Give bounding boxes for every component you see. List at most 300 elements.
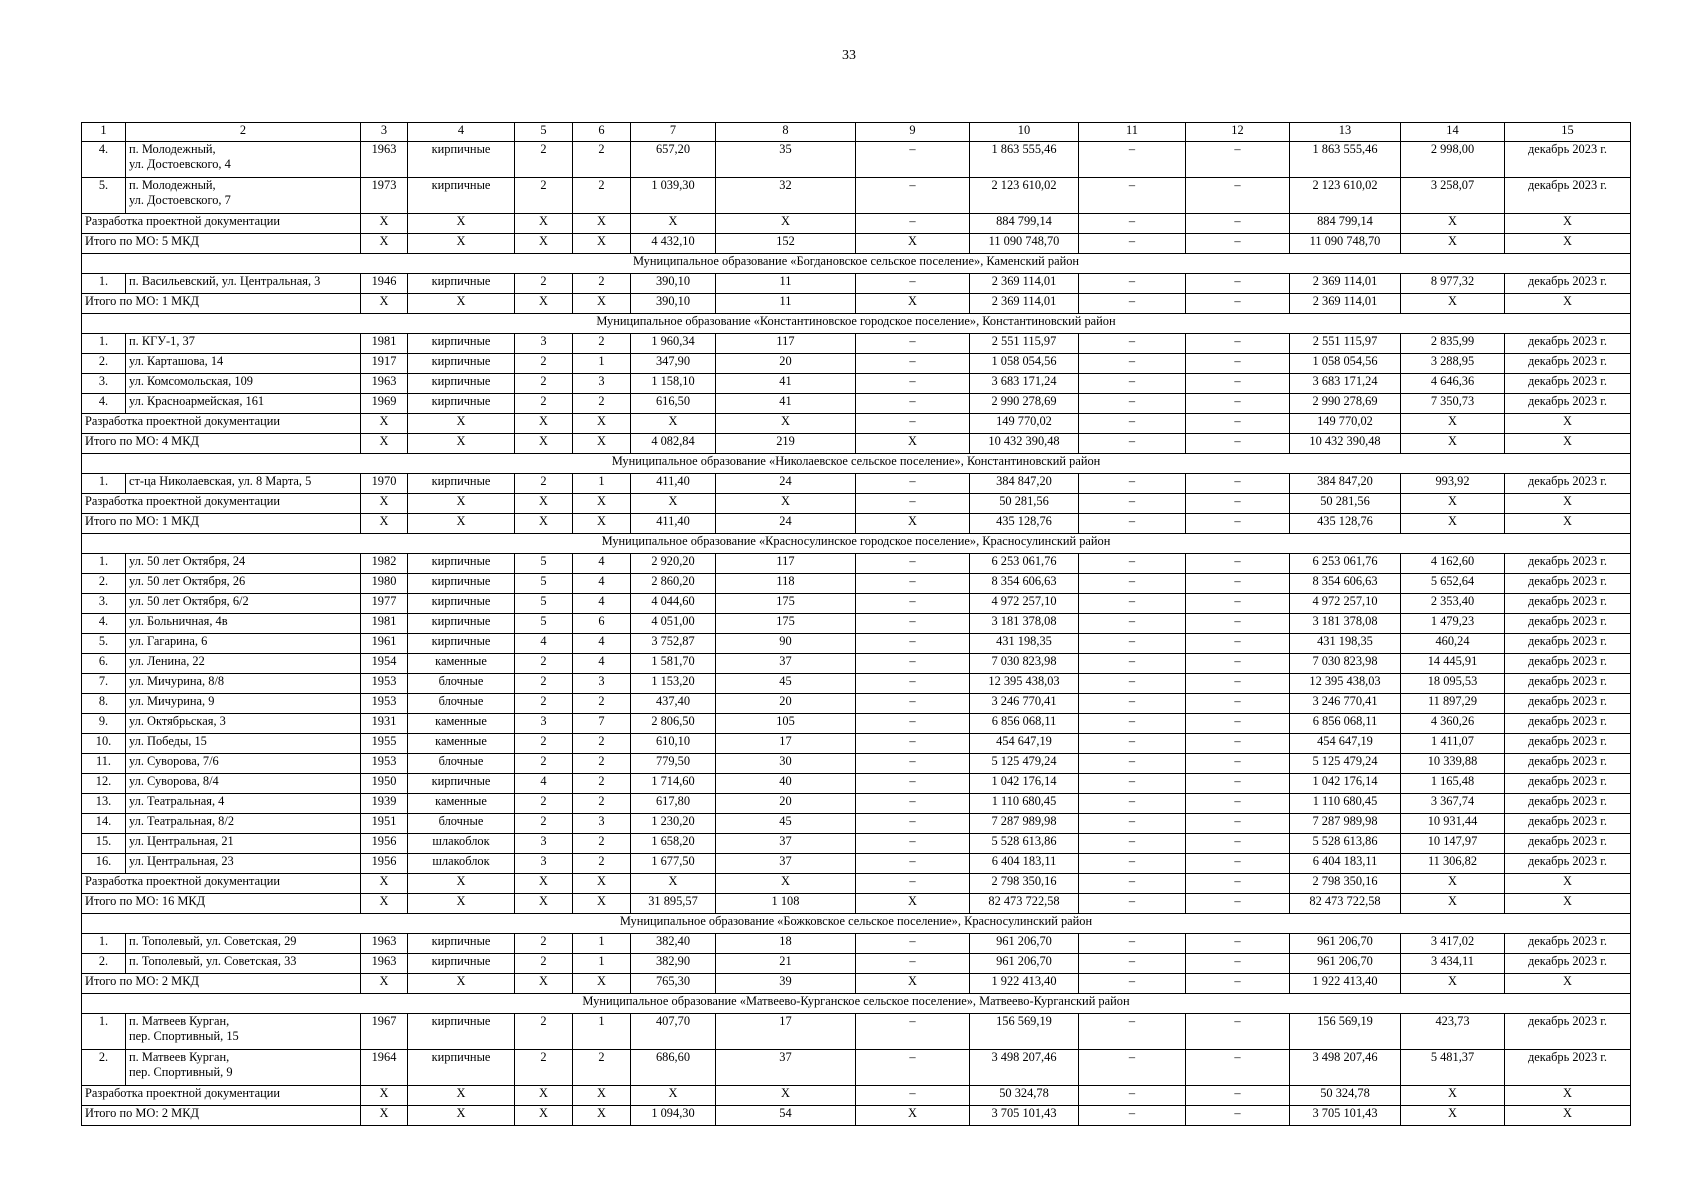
table-cell: Х — [1505, 874, 1631, 894]
table-cell: 3 705 101,43 — [1290, 1106, 1401, 1126]
table-cell: – — [856, 734, 970, 754]
summary-label: Итого по МО: 2 МКД — [82, 1106, 361, 1126]
table-cell: Х — [515, 894, 573, 914]
table-cell: – — [1186, 1086, 1290, 1106]
table-cell: 2 — [515, 694, 573, 714]
table-cell: – — [1079, 714, 1186, 734]
table-cell: 82 473 722,58 — [1290, 894, 1401, 914]
table-cell: – — [856, 354, 970, 374]
table-cell: 8 977,32 — [1401, 274, 1505, 294]
table-cell: – — [1186, 294, 1290, 314]
table-cell: Х — [1505, 974, 1631, 994]
table-cell: кирпичные — [408, 954, 515, 974]
table-cell: 50 324,78 — [970, 1086, 1079, 1106]
table-cell: 4 044,60 — [631, 594, 716, 614]
table-cell: 3 417,02 — [1401, 934, 1505, 954]
table-cell: Х — [631, 874, 716, 894]
table-cell: кирпичные — [408, 774, 515, 794]
table-cell: 3 258,07 — [1401, 178, 1505, 214]
table-cell: 2 — [515, 794, 573, 814]
table-cell: Х — [361, 414, 408, 434]
table-cell: Х — [1505, 1086, 1631, 1106]
address-cell: ул. Красноармейская, 161 — [126, 394, 361, 414]
table-cell: 2 551 115,97 — [1290, 334, 1401, 354]
table-cell: декабрь 2023 г. — [1505, 178, 1631, 214]
table-cell: – — [1079, 414, 1186, 434]
table-cell: 6. — [82, 654, 126, 674]
table-cell: 11. — [82, 754, 126, 774]
table-cell: кирпичные — [408, 594, 515, 614]
table-cell: 993,92 — [1401, 474, 1505, 494]
municipality-section-row — [82, 454, 1631, 474]
address-cell: п. Молодежный, ул. Достоевского, 4 — [126, 142, 361, 178]
table-cell: Х — [1505, 514, 1631, 534]
table-cell: 3 246 770,41 — [970, 694, 1079, 714]
table-cell: 10. — [82, 734, 126, 754]
table-cell: Х — [515, 434, 573, 454]
table-cell: декабрь 2023 г. — [1505, 794, 1631, 814]
table-cell: 37 — [716, 834, 856, 854]
table-cell: 1 714,60 — [631, 774, 716, 794]
table-cell: 11 — [716, 274, 856, 294]
table-cell: 382,90 — [631, 954, 716, 974]
table-cell: 12. — [82, 774, 126, 794]
table-cell: – — [1186, 894, 1290, 914]
table-cell: 4 — [573, 594, 631, 614]
table-cell: 4 — [573, 554, 631, 574]
table-cell: – — [856, 214, 970, 234]
table-cell: 11 306,82 — [1401, 854, 1505, 874]
table-cell: – — [1186, 854, 1290, 874]
building-row — [82, 734, 1631, 754]
table-cell: – — [1079, 474, 1186, 494]
table-cell: 1 165,48 — [1401, 774, 1505, 794]
table-cell: 7 — [573, 714, 631, 734]
table-cell: 117 — [716, 334, 856, 354]
building-row — [82, 594, 1631, 614]
table-cell: 3 — [573, 374, 631, 394]
summary-label: Разработка проектной документации — [82, 494, 361, 514]
municipality-section-row — [82, 254, 1631, 274]
table-cell: каменные — [408, 714, 515, 734]
table-cell: 2. — [82, 1050, 126, 1086]
table-cell: 4 646,36 — [1401, 374, 1505, 394]
address-cell: ул. Центральная, 21 — [126, 834, 361, 854]
address-cell: ул. 50 лет Октября, 26 — [126, 574, 361, 594]
table-cell: Х — [408, 894, 515, 914]
table-cell: – — [1186, 334, 1290, 354]
table-cell: 1. — [82, 274, 126, 294]
table-cell: 32 — [716, 178, 856, 214]
table-cell: шлакоблок — [408, 854, 515, 874]
table-cell: – — [856, 854, 970, 874]
table-cell: – — [856, 142, 970, 178]
summary-row — [82, 974, 1631, 994]
table-cell: блочные — [408, 754, 515, 774]
table-cell: 4. — [82, 142, 126, 178]
summary-label: Разработка проектной документации — [82, 414, 361, 434]
table-cell: 39 — [716, 974, 856, 994]
column-number-header: 13 — [1290, 123, 1401, 142]
housing-repair-table — [81, 122, 1631, 1126]
table-cell: 2 — [573, 142, 631, 178]
table-cell: – — [1186, 1050, 1290, 1086]
table-cell: декабрь 2023 г. — [1505, 374, 1631, 394]
table-cell: – — [856, 954, 970, 974]
column-number-header: 4 — [408, 123, 515, 142]
table-cell: 2 — [515, 274, 573, 294]
table-cell: – — [1186, 178, 1290, 214]
table-cell: – — [1186, 1106, 1290, 1126]
table-cell: – — [1079, 614, 1186, 634]
table-cell: – — [1079, 354, 1186, 374]
table-cell: 1931 — [361, 714, 408, 734]
table-cell: кирпичные — [408, 934, 515, 954]
table-cell: – — [856, 934, 970, 954]
address-cell: ул. 50 лет Октября, 24 — [126, 554, 361, 574]
table-cell: – — [856, 574, 970, 594]
table-cell: 961 206,70 — [1290, 954, 1401, 974]
table-cell: 437,40 — [631, 694, 716, 714]
address-cell: п. Тополевый, ул. Советская, 29 — [126, 934, 361, 954]
table-cell: – — [1186, 234, 1290, 254]
table-cell: 1. — [82, 554, 126, 574]
table-cell: Х — [408, 234, 515, 254]
municipality-title: Муниципальное образование «Божковское сельское поселение», Красносулинский район — [82, 914, 1631, 934]
table-cell: – — [856, 754, 970, 774]
table-cell: 117 — [716, 554, 856, 574]
table-cell: 2 — [515, 178, 573, 214]
table-cell: 2 806,50 — [631, 714, 716, 734]
table-cell: кирпичные — [408, 574, 515, 594]
table-cell: 6 404 183,11 — [970, 854, 1079, 874]
table-cell: 41 — [716, 394, 856, 414]
table-cell: 1963 — [361, 934, 408, 954]
table-cell: 40 — [716, 774, 856, 794]
table-cell: – — [1186, 934, 1290, 954]
address-cell: ул. Суворова, 8/4 — [126, 774, 361, 794]
table-cell: 3 434,11 — [1401, 954, 1505, 974]
table-cell: – — [1186, 954, 1290, 974]
table-cell: 4. — [82, 614, 126, 634]
table-cell: кирпичные — [408, 178, 515, 214]
table-cell: 3 — [515, 334, 573, 354]
municipality-title: Муниципальное образование «Николаевское сельское поселение», Константиновский район — [82, 454, 1631, 474]
table-cell: 1973 — [361, 178, 408, 214]
table-cell: – — [856, 394, 970, 414]
table-cell: Х — [1505, 294, 1631, 314]
table-cell: – — [1079, 854, 1186, 874]
table-cell: – — [1079, 374, 1186, 394]
table-cell: – — [1079, 574, 1186, 594]
table-cell: 5 — [515, 614, 573, 634]
table-cell: Х — [573, 1086, 631, 1106]
table-cell: – — [1186, 574, 1290, 594]
building-row — [82, 554, 1631, 574]
table-cell: – — [1186, 414, 1290, 434]
table-cell: 7 287 989,98 — [1290, 814, 1401, 834]
table-cell: 1. — [82, 1014, 126, 1050]
table-cell: 1917 — [361, 354, 408, 374]
table-cell: – — [1079, 594, 1186, 614]
table-cell: 1939 — [361, 794, 408, 814]
table-cell: 460,24 — [1401, 634, 1505, 654]
table-cell: 2 123 610,02 — [1290, 178, 1401, 214]
table-cell: – — [1079, 214, 1186, 234]
table-cell: 4 — [573, 654, 631, 674]
table-cell: 2 920,20 — [631, 554, 716, 574]
table-cell: 45 — [716, 814, 856, 834]
table-cell: – — [1079, 1050, 1186, 1086]
address-cell: ул. 50 лет Октября, 6/2 — [126, 594, 361, 614]
building-row — [82, 178, 1631, 214]
table-cell: – — [856, 1014, 970, 1050]
table-cell: Х — [1401, 974, 1505, 994]
table-cell: Х — [361, 974, 408, 994]
table-cell: 2 369 114,01 — [1290, 274, 1401, 294]
summary-row — [82, 294, 1631, 314]
table-cell: 2 — [573, 834, 631, 854]
address-cell: ул. Мичурина, 8/8 — [126, 674, 361, 694]
table-cell: 2 — [515, 954, 573, 974]
summary-row — [82, 514, 1631, 534]
table-cell: – — [1079, 974, 1186, 994]
table-cell: 2 — [515, 734, 573, 754]
table-cell: – — [1079, 694, 1186, 714]
table-cell: – — [856, 374, 970, 394]
table-cell: 2 — [573, 774, 631, 794]
building-row — [82, 374, 1631, 394]
table-cell: – — [1079, 434, 1186, 454]
table-cell: 2 998,00 — [1401, 142, 1505, 178]
column-number-header: 7 — [631, 123, 716, 142]
table-cell: 10 931,44 — [1401, 814, 1505, 834]
table-cell: 21 — [716, 954, 856, 974]
table-cell: Х — [856, 1106, 970, 1126]
table-cell: 152 — [716, 234, 856, 254]
table-cell: кирпичные — [408, 1050, 515, 1086]
table-cell: 384 847,20 — [970, 474, 1079, 494]
table-cell: – — [1079, 1106, 1186, 1126]
table-cell: – — [1079, 954, 1186, 974]
building-row — [82, 834, 1631, 854]
column-number-header: 1 — [82, 123, 126, 142]
table-cell: 6 856 068,11 — [1290, 714, 1401, 734]
column-number-header: 11 — [1079, 123, 1186, 142]
table-cell: – — [1079, 674, 1186, 694]
table-cell: декабрь 2023 г. — [1505, 574, 1631, 594]
table-cell: – — [856, 634, 970, 654]
table-cell: 3 181 378,08 — [1290, 614, 1401, 634]
table-cell: Х — [1401, 1086, 1505, 1106]
table-cell: 3 — [573, 674, 631, 694]
table-cell: 2 — [515, 814, 573, 834]
table-cell: 6 253 061,76 — [1290, 554, 1401, 574]
table-cell: – — [1186, 514, 1290, 534]
table-cell: 156 569,19 — [1290, 1014, 1401, 1050]
address-cell: п. Тополевый, ул. Советская, 33 — [126, 954, 361, 974]
table-cell: 37 — [716, 654, 856, 674]
table-cell: 8 354 606,63 — [1290, 574, 1401, 594]
table-cell: 5 481,37 — [1401, 1050, 1505, 1086]
summary-row — [82, 894, 1631, 914]
table-cell: – — [1186, 734, 1290, 754]
table-cell: – — [856, 474, 970, 494]
table-cell: – — [856, 494, 970, 514]
table-cell: 2 369 114,01 — [1290, 294, 1401, 314]
table-body — [82, 123, 1631, 1126]
table-cell: 3 683 171,24 — [1290, 374, 1401, 394]
table-cell: – — [1186, 614, 1290, 634]
summary-label: Разработка проектной документации — [82, 1086, 361, 1106]
municipality-section-row — [82, 914, 1631, 934]
table-cell: 149 770,02 — [970, 414, 1079, 434]
summary-label: Разработка проектной документации — [82, 214, 361, 234]
table-cell: 347,90 — [631, 354, 716, 374]
table-cell: Х — [361, 434, 408, 454]
table-cell: Х — [1505, 234, 1631, 254]
table-cell: Х — [408, 494, 515, 514]
table-cell: 1963 — [361, 954, 408, 974]
table-cell: – — [1186, 634, 1290, 654]
table-cell: 2 — [573, 1050, 631, 1086]
table-cell: Х — [361, 294, 408, 314]
table-cell: 219 — [716, 434, 856, 454]
table-cell: Х — [408, 434, 515, 454]
table-cell: 1. — [82, 934, 126, 954]
table-cell: декабрь 2023 г. — [1505, 1014, 1631, 1050]
table-cell: 2 — [573, 178, 631, 214]
table-cell: Х — [573, 234, 631, 254]
table-cell: 2 123 610,02 — [970, 178, 1079, 214]
table-cell: – — [1186, 594, 1290, 614]
summary-row — [82, 434, 1631, 454]
summary-label: Разработка проектной документации — [82, 874, 361, 894]
table-cell: каменные — [408, 734, 515, 754]
table-cell: Х — [1505, 214, 1631, 234]
table-cell: декабрь 2023 г. — [1505, 614, 1631, 634]
table-cell: 1950 — [361, 774, 408, 794]
column-number-header: 6 — [573, 123, 631, 142]
table-cell: шлакоблок — [408, 834, 515, 854]
building-row — [82, 814, 1631, 834]
table-cell: 1970 — [361, 474, 408, 494]
table-cell: 3 683 171,24 — [970, 374, 1079, 394]
table-cell: – — [1079, 1086, 1186, 1106]
table-cell: 1956 — [361, 854, 408, 874]
table-cell: 90 — [716, 634, 856, 654]
table-cell: декабрь 2023 г. — [1505, 474, 1631, 494]
table-cell: 3 752,87 — [631, 634, 716, 654]
table-cell: 17 — [716, 734, 856, 754]
table-cell: 7 030 823,98 — [970, 654, 1079, 674]
table-cell: 4. — [82, 394, 126, 414]
address-cell: ул. Гагарина, 6 — [126, 634, 361, 654]
table-cell: 4 051,00 — [631, 614, 716, 634]
building-row — [82, 794, 1631, 814]
table-cell: 31 895,57 — [631, 894, 716, 914]
summary-label: Итого по МО: 1 МКД — [82, 294, 361, 314]
address-cell: п. КГУ-1, 37 — [126, 334, 361, 354]
table-cell: – — [1186, 554, 1290, 574]
table-cell: декабрь 2023 г. — [1505, 774, 1631, 794]
table-cell: – — [856, 554, 970, 574]
table-cell: Х — [856, 294, 970, 314]
municipality-title: Муниципальное образование «Красносулинское городское поселение», Красносулинский район — [82, 534, 1631, 554]
table-cell: Х — [408, 414, 515, 434]
summary-label: Итого по МО: 4 МКД — [82, 434, 361, 454]
table-cell: Х — [361, 514, 408, 534]
table-cell: 454 647,19 — [1290, 734, 1401, 754]
summary-row — [82, 214, 1631, 234]
table-cell: 3 — [515, 834, 573, 854]
table-cell: 2 — [515, 474, 573, 494]
table-cell: 3 246 770,41 — [1290, 694, 1401, 714]
table-cell: Х — [408, 1086, 515, 1106]
summary-row — [82, 494, 1631, 514]
table-cell: – — [856, 614, 970, 634]
building-row — [82, 754, 1631, 774]
table-cell: 4 972 257,10 — [970, 594, 1079, 614]
table-cell: кирпичные — [408, 474, 515, 494]
table-cell: 2 — [573, 274, 631, 294]
table-cell: декабрь 2023 г. — [1505, 394, 1631, 414]
table-cell: декабрь 2023 г. — [1505, 674, 1631, 694]
table-cell: – — [1079, 894, 1186, 914]
table-cell: 2. — [82, 574, 126, 594]
table-cell: 1. — [82, 334, 126, 354]
table-cell: Х — [1401, 494, 1505, 514]
table-cell: декабрь 2023 г. — [1505, 714, 1631, 734]
table-cell: 3 498 207,46 — [970, 1050, 1079, 1086]
building-row — [82, 654, 1631, 674]
table-cell: 1 — [573, 474, 631, 494]
address-cell: ул. Театральная, 8/2 — [126, 814, 361, 834]
table-cell: 1 922 413,40 — [970, 974, 1079, 994]
table-cell: – — [1079, 754, 1186, 774]
table-cell: Х — [856, 514, 970, 534]
table-cell: 1982 — [361, 554, 408, 574]
table-cell: 20 — [716, 694, 856, 714]
table-cell: 1 058 054,56 — [1290, 354, 1401, 374]
table-cell: Х — [856, 234, 970, 254]
table-cell: 1 — [573, 354, 631, 374]
table-cell: Х — [856, 434, 970, 454]
table-cell: блочные — [408, 674, 515, 694]
table-cell: Х — [1401, 874, 1505, 894]
table-cell: декабрь 2023 г. — [1505, 354, 1631, 374]
table-cell: Х — [573, 974, 631, 994]
table-cell: Х — [1505, 494, 1631, 514]
summary-label: Итого по МО: 5 МКД — [82, 234, 361, 254]
table-cell: 1 039,30 — [631, 178, 716, 214]
table-cell: 2 — [515, 374, 573, 394]
table-cell: 765,30 — [631, 974, 716, 994]
table-cell: 2. — [82, 954, 126, 974]
table-cell: – — [1186, 394, 1290, 414]
table-cell: 411,40 — [631, 474, 716, 494]
table-cell: Х — [361, 214, 408, 234]
table-cell: Х — [515, 214, 573, 234]
table-cell: 961 206,70 — [970, 934, 1079, 954]
building-row — [82, 394, 1631, 414]
table-cell: 11 — [716, 294, 856, 314]
table-cell: 13. — [82, 794, 126, 814]
table-cell: – — [856, 594, 970, 614]
table-cell: 3 — [515, 854, 573, 874]
column-number-header: 2 — [126, 123, 361, 142]
table-cell: 82 473 722,58 — [970, 894, 1079, 914]
